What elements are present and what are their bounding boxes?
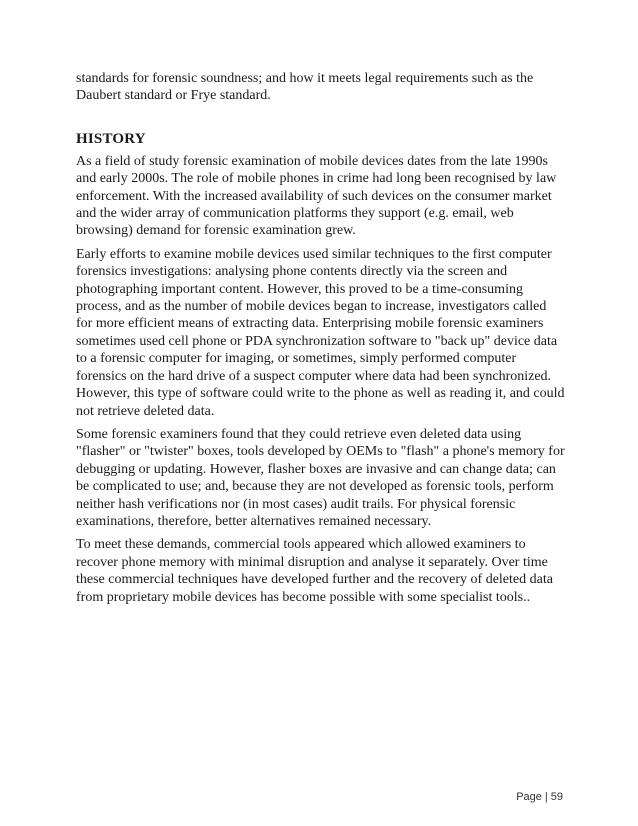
page-content — [76, 70, 566, 612]
page-separator: | — [544, 791, 548, 803]
paragraph-3: Some forensic examiners found that they could retrieve even deleted data using "flasher" or "twister" boxes, tools developed by OEMs to "flash" a phone's memory for debugging or updating. However, flasher boxes are invasive and can change data; can be complicated to use; and, because they are not developed as forensic tools, perform neither hash verifications nor (in most cases) audit trails. For physical forensic examinations, therefore, better alternatives remained necessary. — [76, 426, 565, 529]
page-label: Page — [516, 791, 542, 803]
paragraph-2: Early efforts to examine mobile devices used similar techniques to the first computer forensics investigations: analysing phone contents directly via the screen and photographing important content. However, this proved to be a time-consuming process, and as the number of mobile devices began to increase, investigators called for more efficient means of extracting data. Enterprising mobile forensic examiners sometimes used cell phone or PDA synchronization software to "back up" device data to a forensic computer for imaging, or sometimes, simply performed computer forensics on the hard drive of a suspect computer where data had been synchronized. However, this type of software could write to the phone as well as reading it, and could not retrieve deleted data. — [76, 246, 565, 419]
section-heading: HISTORY — [76, 130, 146, 147]
lead-paragraph: standards for forensic soundness; and how it meets legal requirements such as the Daubert standard or Frye standard. — [76, 71, 534, 104]
page-number: 59 — [550, 791, 563, 803]
page-footer — [516, 791, 563, 803]
paragraph-1: As a field of study forensic examination of mobile devices dates from the late 1990s and early 2000s. The role of mobile phones in crime had long been recognised by law enforcement. With the increased availability of such devices on the consumer market and the wider array of communication platforms they support (e.g. email, web browsing) demand for forensic examination grew. — [76, 153, 557, 239]
paragraph-4: To meet these demands, commercial tools appeared which allowed examiners to recover phone memory with minimal disruption and analyse it separately. Over time these commercial techniques have developed further and the recovery of deleted data from proprietary mobile devices has become possible with some specialist tools.. — [76, 537, 553, 605]
